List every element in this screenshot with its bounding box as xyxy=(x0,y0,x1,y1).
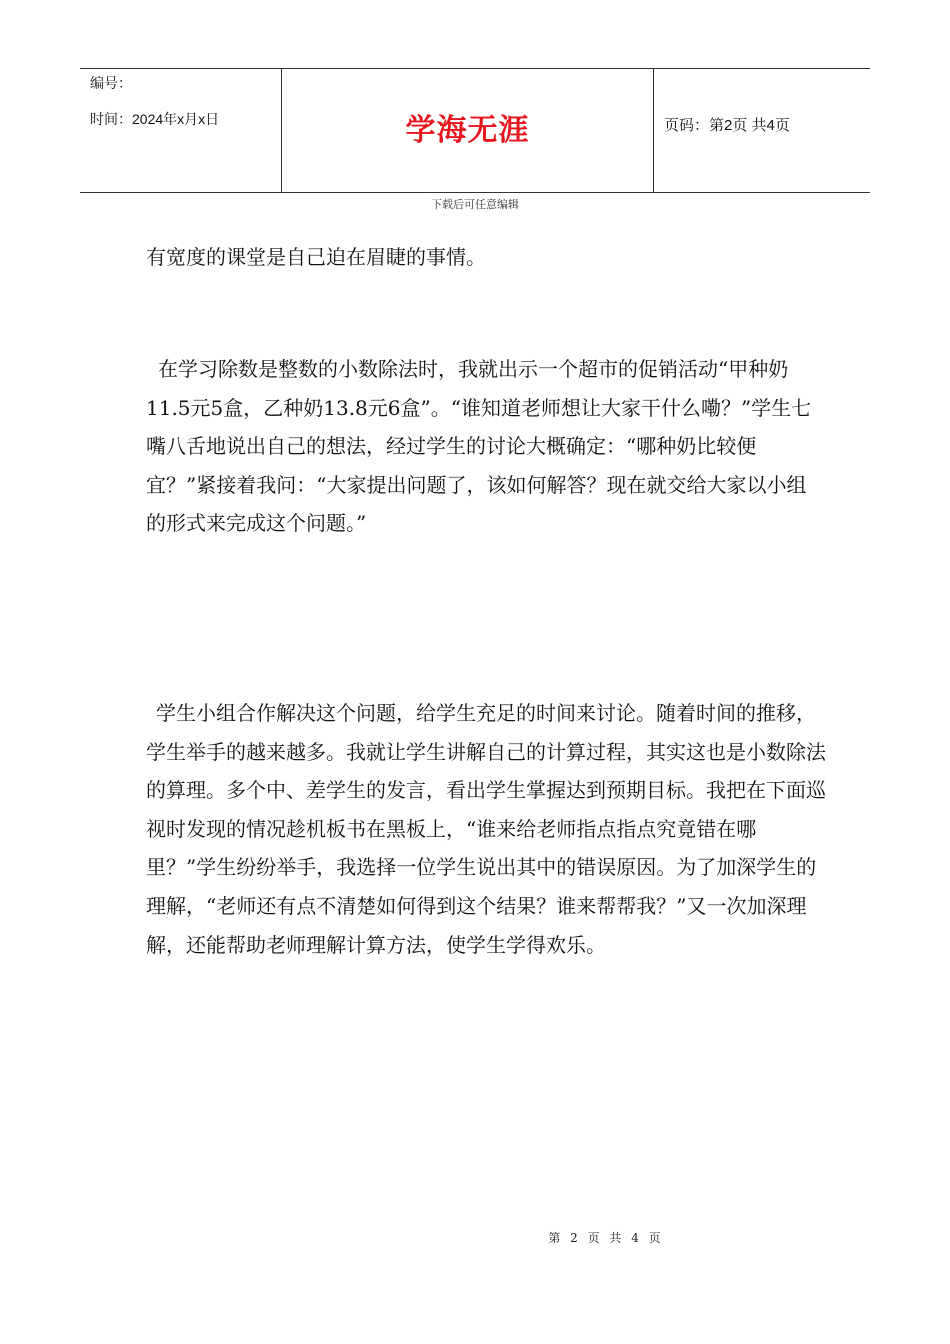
document-body-3 xyxy=(146,694,826,964)
edit-note: 下载后可任意编辑 xyxy=(431,198,519,211)
document-body-2 xyxy=(146,350,826,543)
brand-title: 学海无涯 xyxy=(405,113,530,148)
header-meta-cell xyxy=(80,69,281,192)
document-header xyxy=(80,68,870,193)
header-page-cell xyxy=(654,69,870,192)
page-code: 页码：第2页 共4页 xyxy=(664,117,790,134)
paragraph-3: 学生小组合作解决这个问题，给学生充足的时间来讨论。随着时间的推移，学生举手的越来越多。我就让学生讲解自己的计算过程，其实这也是小数除法的算理。多个中、差学生的发言，看出学生掌握达到预期目标。我把在下面巡视时发现的情况趁机板书在黑板上，“谁来给老师指点指点究竟错在哪里？”学生纷纷举手，我选择一位学生说出其中的错误原因。为了加深学生的理解，“老师还有点不清楚如何得到这个结果？谁来帮帮我？”又一次加深理解，还能帮助老师理解计算方法，使学生学得欢乐。 xyxy=(146,701,826,957)
serial-label: 编号： xyxy=(90,75,132,91)
paragraph-2: 在学习除数是整数的小数除法时，我就出示一个超市的促销活动“甲种奶11.5元5盒，乙种奶13.8元6盒”。“谁知道老师想让大家干什么嘞？”学生七嘴八舌地说出自己的想法，经过学生的讨论大概确定：“哪种奶比较便宜？”紧接着我问：“大家提出问题了，该如何解答？现在就交给大家以小组的形式来完成这个问题。” xyxy=(146,357,812,536)
paragraph-1: 有宽度的课堂是自己迫在眉睫的事情。 xyxy=(146,245,486,269)
header-brand-cell xyxy=(281,69,654,192)
date-label: 时间：2024年x月x日 xyxy=(90,111,220,127)
document-body xyxy=(146,238,826,277)
page-footer: 第 2 页 共 4 页 xyxy=(548,1231,664,1245)
